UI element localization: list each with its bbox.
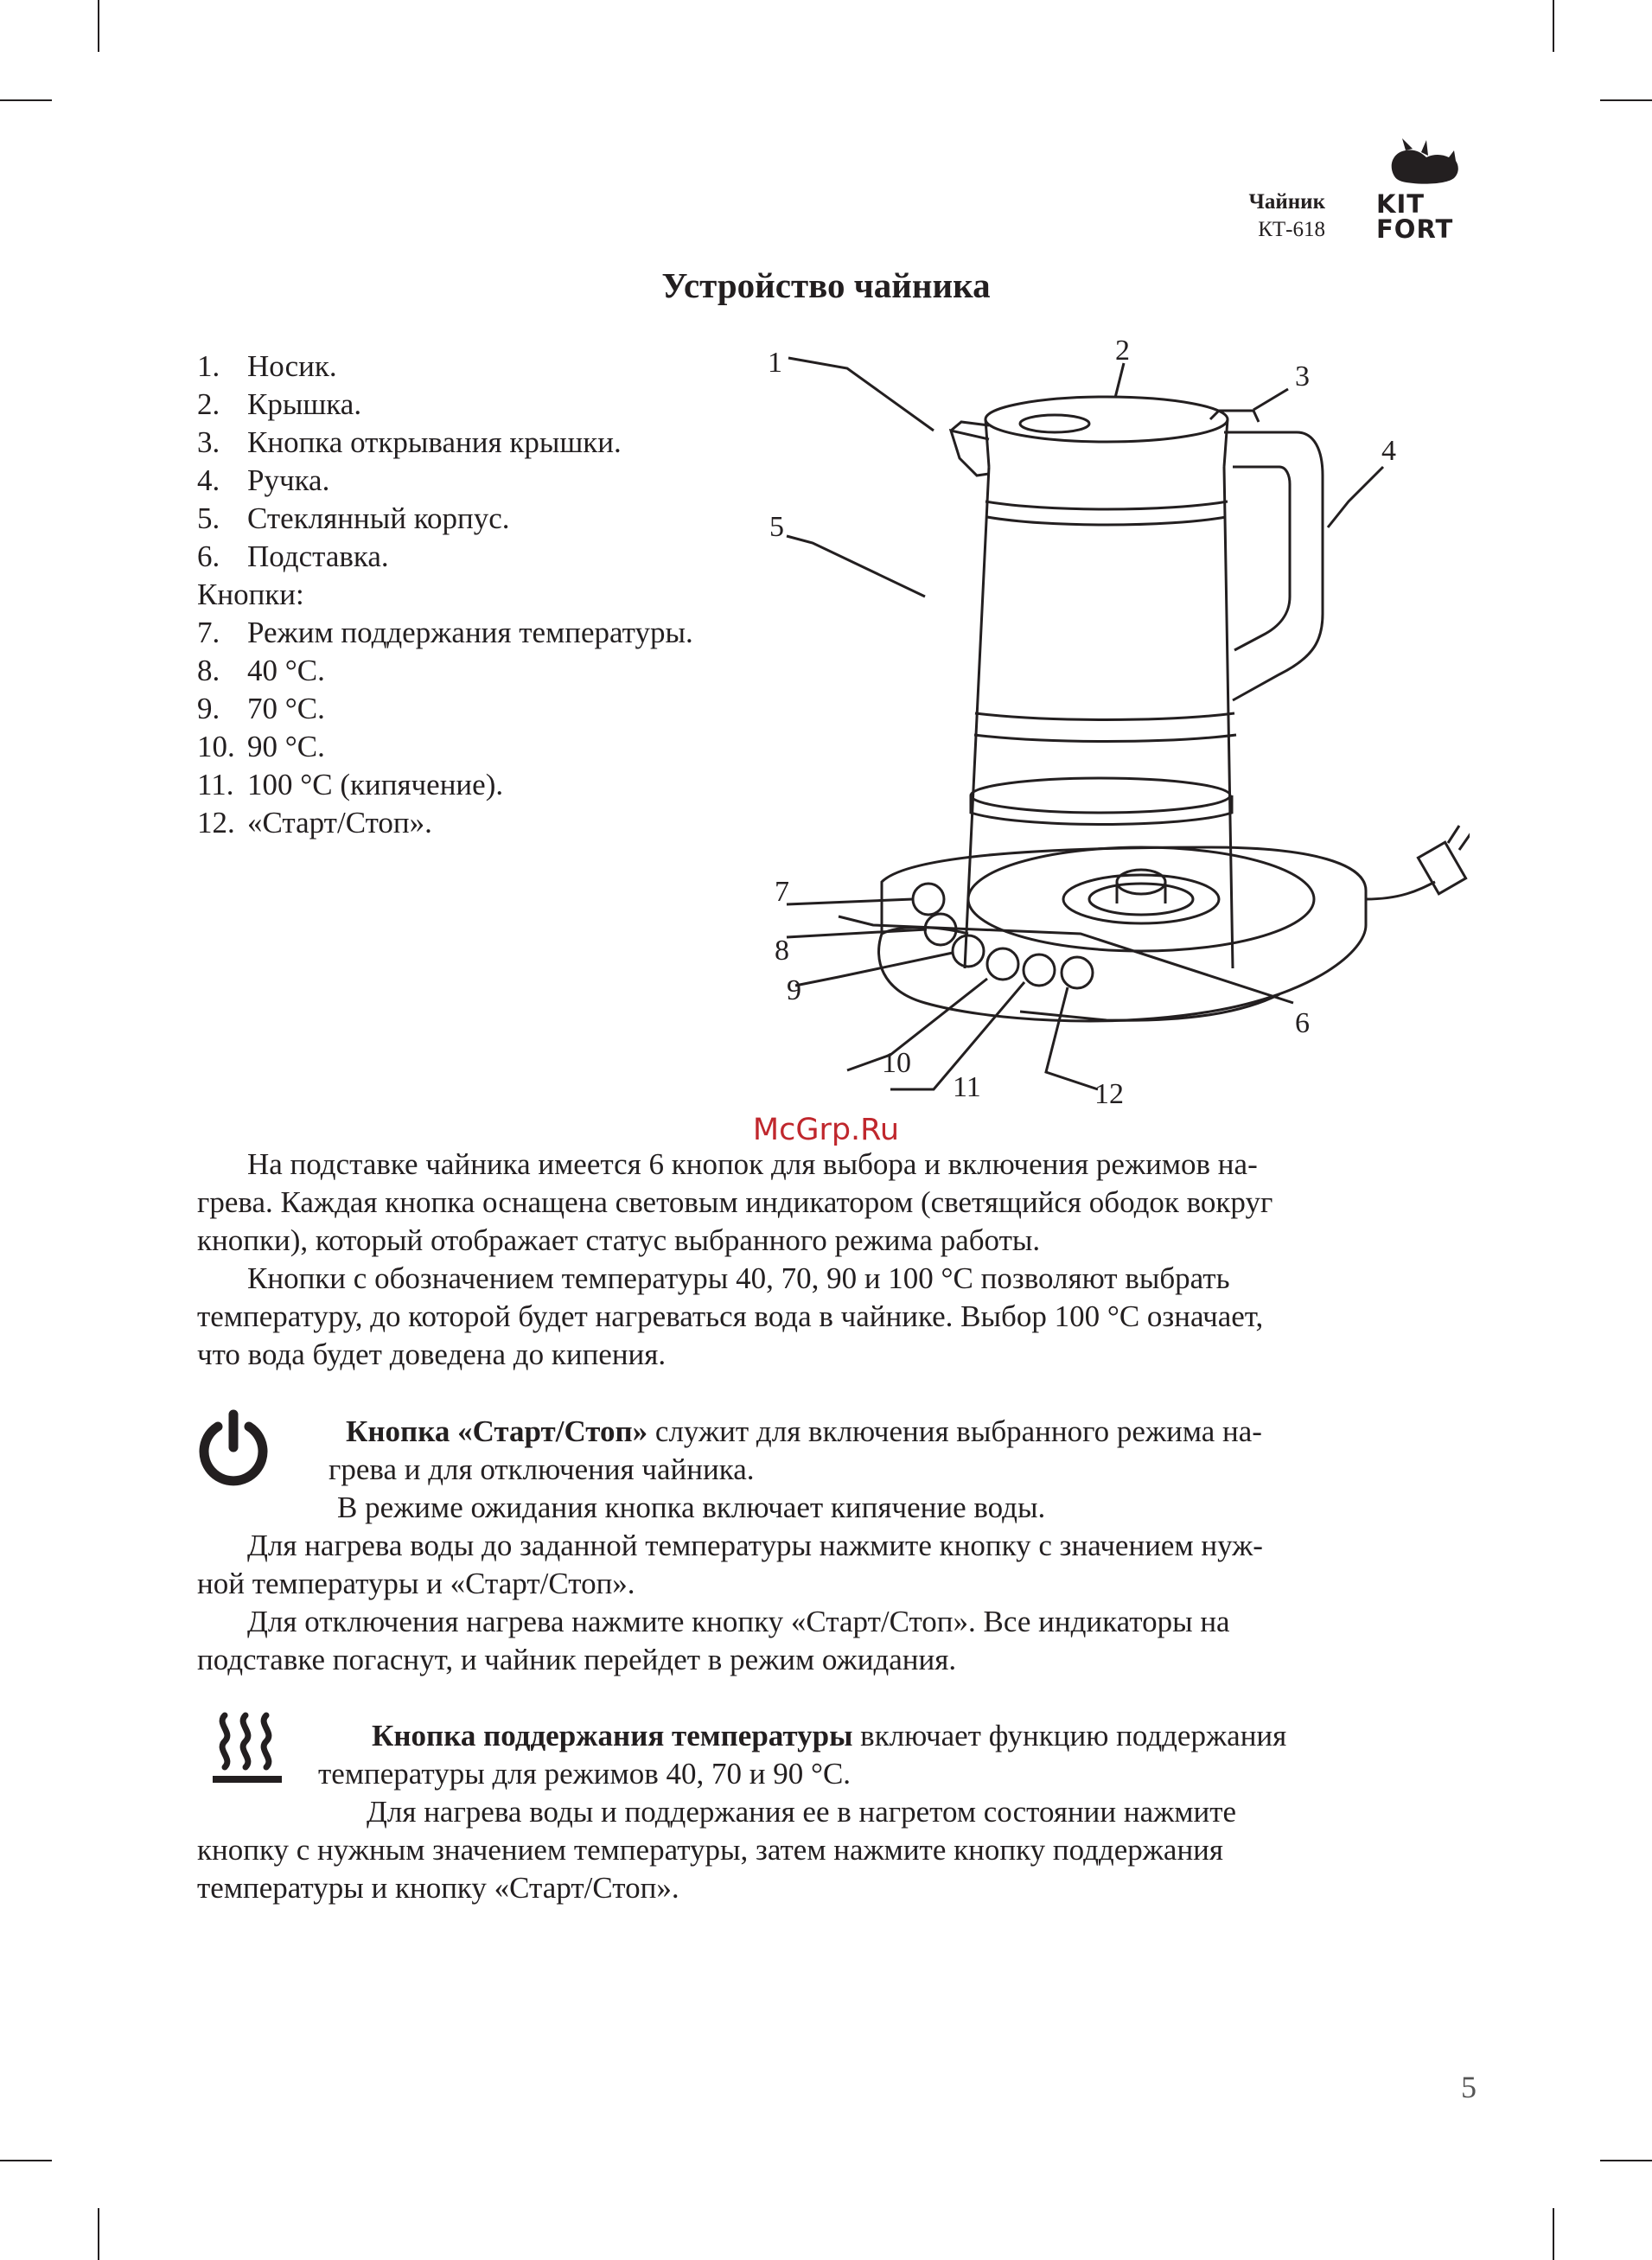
callout-8: 8 [775, 935, 789, 967]
text-line: В режиме ожидания кнопка включает кипячение воды. [337, 1491, 1046, 1524]
paragraph-stop-heating [197, 1603, 1432, 1679]
header-product [1249, 188, 1325, 244]
item-label: 90 °С. [247, 730, 325, 763]
list-item [197, 690, 693, 728]
list-item [197, 804, 693, 842]
cat-icon [1376, 131, 1471, 192]
callout-7: 7 [775, 876, 789, 908]
text-line: ной температуры и «Старт/Стоп». [197, 1567, 635, 1600]
item-num: 10. [197, 730, 235, 763]
callout-11: 11 [953, 1071, 981, 1103]
item-num: 2. [197, 387, 220, 421]
item-label: Носик. [247, 349, 337, 383]
item-label: 100 °С (кипячение). [247, 768, 504, 801]
text-fragment: включает функцию поддержания [852, 1719, 1287, 1752]
callout-3: 3 [1295, 361, 1310, 393]
item-label: Подставка. [247, 539, 389, 573]
list-item [197, 728, 693, 766]
kettle-diagram [761, 329, 1470, 1124]
crop-mark [1600, 99, 1652, 101]
callout-5: 5 [769, 511, 784, 543]
text-line: кнопки), который отображает статус выбранного режима работы. [197, 1223, 1041, 1257]
list-item [197, 538, 693, 576]
callout-12: 12 [1094, 1078, 1124, 1110]
list-item [197, 348, 693, 386]
crop-mark [0, 2160, 52, 2161]
brand-text [1376, 189, 1471, 244]
callout-10: 10 [882, 1047, 911, 1079]
text-line: кнопку с нужным значением температуры, затем нажмите кнопку поддержания [197, 1833, 1224, 1867]
text-line: температуры и кнопку «Старт/Стоп». [197, 1871, 679, 1905]
brand-logo [1376, 131, 1471, 244]
list-item [197, 500, 693, 538]
list-item [197, 614, 693, 652]
text-line: грева. Каждая кнопка оснащена световым индикатором (светящийся ободок вокруг [197, 1185, 1273, 1219]
item-label: Ручка. [247, 463, 330, 497]
text-line: подставке погаснут, и чайник перейдет в режим ожидания. [197, 1643, 957, 1676]
product-model: КТ-618 [1258, 218, 1325, 241]
paragraph-keep-warm [197, 1717, 1432, 1907]
callout-4: 4 [1381, 435, 1396, 467]
text-line: грева и для отключения чайника. [328, 1452, 755, 1486]
item-num: 7. [197, 616, 220, 649]
text-fragment: служит для включения выбранного режима на- [647, 1414, 1262, 1448]
item-num: 1. [197, 349, 220, 383]
brand-line1: KIT [1376, 189, 1426, 219]
item-label: Режим поддержания температуры. [247, 616, 693, 649]
paragraph-temperature [197, 1260, 1432, 1374]
text-line: Для нагрева воды и поддержания ее в нагретом состоянии нажмите [367, 1795, 1237, 1829]
text-line: На подставке чайника имеется 6 кнопок для выбора и включения режимов на- [247, 1147, 1258, 1181]
crop-mark [98, 2208, 99, 2260]
product-name: Чайник [1248, 190, 1325, 214]
bold-term: Кнопка поддержания температуры [372, 1719, 853, 1752]
crop-mark [1553, 0, 1554, 52]
callout-6: 6 [1295, 1007, 1310, 1039]
item-label: 70 °С. [247, 692, 325, 725]
item-num: 8. [197, 654, 220, 687]
list-item [197, 386, 693, 424]
item-label: 40 °С. [247, 654, 325, 687]
paragraph-start-stop [197, 1413, 1432, 1527]
buttons-heading: Кнопки: [197, 578, 304, 611]
item-label: Крышка. [247, 387, 362, 421]
text-line: Кнопки с обозначением температуры 40, 70, 90 и 100 °С позволяют выбрать [247, 1261, 1230, 1295]
list-item [197, 652, 693, 690]
item-label: «Старт/Стоп». [247, 806, 432, 840]
callout-1: 1 [768, 347, 782, 379]
item-num: 12. [197, 806, 235, 840]
crop-mark [0, 99, 52, 101]
text-line: температуры для режимов 40, 70 и 90 °С. [318, 1757, 852, 1791]
list-item [197, 462, 693, 500]
crop-mark [1553, 2208, 1554, 2260]
item-num: 9. [197, 692, 220, 725]
crop-mark [1600, 2160, 1652, 2161]
callout-2: 2 [1115, 335, 1130, 367]
text-line: температуру, до которой будет нагреваться вода в чайнике. Выбор 100 °С означает, [197, 1299, 1264, 1333]
leader-lines [787, 358, 1383, 1089]
crop-mark [98, 0, 99, 52]
callout-9: 9 [787, 974, 801, 1006]
watermark: McGrp.Ru [752, 1113, 900, 1147]
page-number: 5 [1461, 2070, 1477, 2104]
item-label: Стеклянный корпус. [247, 501, 510, 535]
text-line: что вода будет доведена до кипения. [197, 1337, 667, 1371]
item-num: 3. [197, 425, 220, 459]
item-label: Кнопка открывания крышки. [247, 425, 622, 459]
item-num: 4. [197, 463, 220, 497]
text-line: Для отключения нагрева нажмите кнопку «Старт/Стоп». Все индикаторы на [247, 1605, 1230, 1638]
text-line: Для нагрева воды до заданной температуры нажмите кнопку с значением нуж- [247, 1529, 1263, 1562]
list-item [197, 424, 693, 462]
paragraph-buttons-intro [197, 1146, 1432, 1260]
paragraph-heat-to-temp [197, 1527, 1432, 1603]
callout-numbers [768, 335, 1396, 1110]
list-item [197, 766, 693, 804]
item-num: 6. [197, 539, 220, 573]
parts-list [197, 348, 693, 842]
item-num: 11. [197, 768, 234, 801]
page-title: Устройство чайника [661, 265, 991, 305]
item-num: 5. [197, 501, 220, 535]
bold-term: Кнопка «Старт/Стоп» [346, 1414, 648, 1448]
brand-line2: FORT [1376, 214, 1454, 244]
